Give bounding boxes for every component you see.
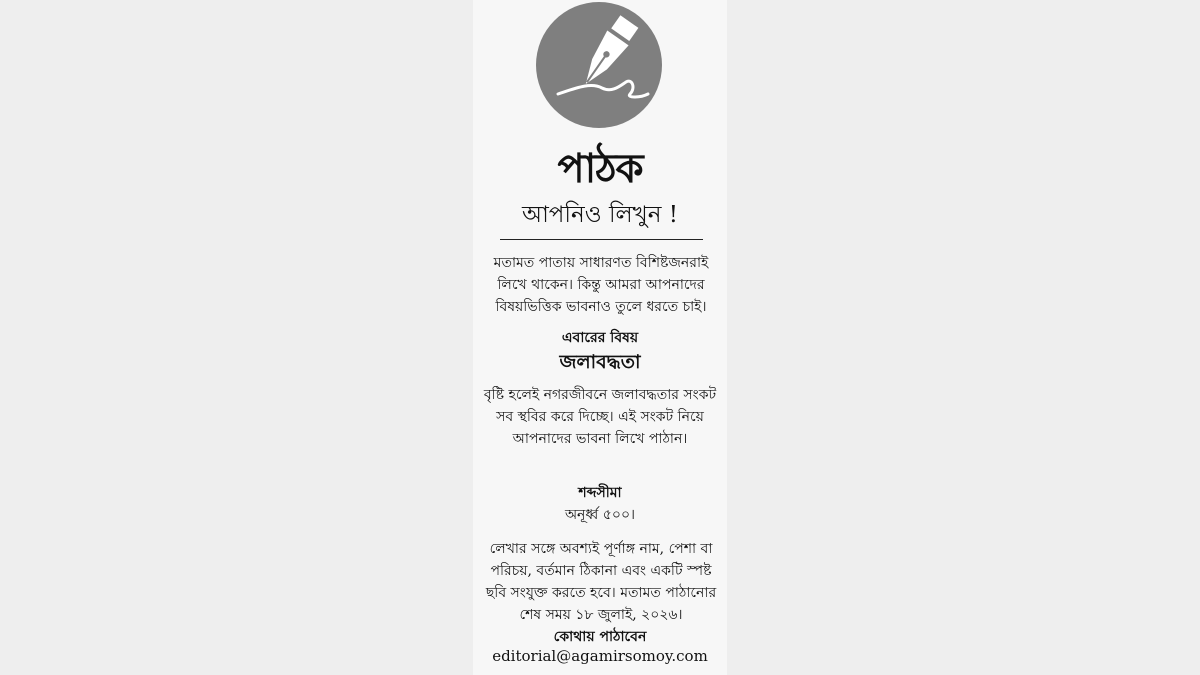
divider: [500, 239, 703, 240]
fountain-pen-icon: [536, 2, 662, 128]
contact-label: কোথায় পাঠাবেন: [553, 629, 647, 645]
tagline: আপনিও লিখুন !: [521, 202, 679, 228]
submission-instructions: লেখার সঙ্গে অবশ্যই পূর্ণাঙ্গ নাম, পেশা বা পরিচয়, বর্তমান ঠিকানা এবং একটি স্পষ্ট ছবি সংযুক্ত করতে হবে। মতামত পাঠানোর শেষ সময় ১৮ জুলাই, ২০২৬।: [485, 541, 717, 623]
issue-topic: জলাবদ্ধতা: [559, 351, 641, 373]
contact-email[interactable]: editorial@agamirsomoy.com: [492, 647, 708, 665]
issue-description: বৃষ্টি হলেই নগরজীবনে জলাবদ্ধতার সংকট সব স্থবির করে দিচ্ছে। এই সংকট নিয়ে আপনাদের ভাবনা লিখে পাঠান।: [483, 387, 717, 447]
notice-column: [473, 0, 727, 675]
issue-label: এবারের বিষয়: [561, 330, 639, 346]
intro-text: মতামত পাতায় সাধারণত বিশিষ্টজনরাই লিখে থাকেন। কিন্তু আমরা আপনাদের বিষয়ভিত্তিক ভাবনাও তুলে ধরতে চাই।: [493, 255, 709, 315]
brand-title: পাঠক: [557, 145, 643, 192]
word-limit-label: শব্দসীমা: [578, 485, 622, 501]
word-limit-value: অনূর্ধ্ব ৫০০।: [564, 507, 636, 523]
